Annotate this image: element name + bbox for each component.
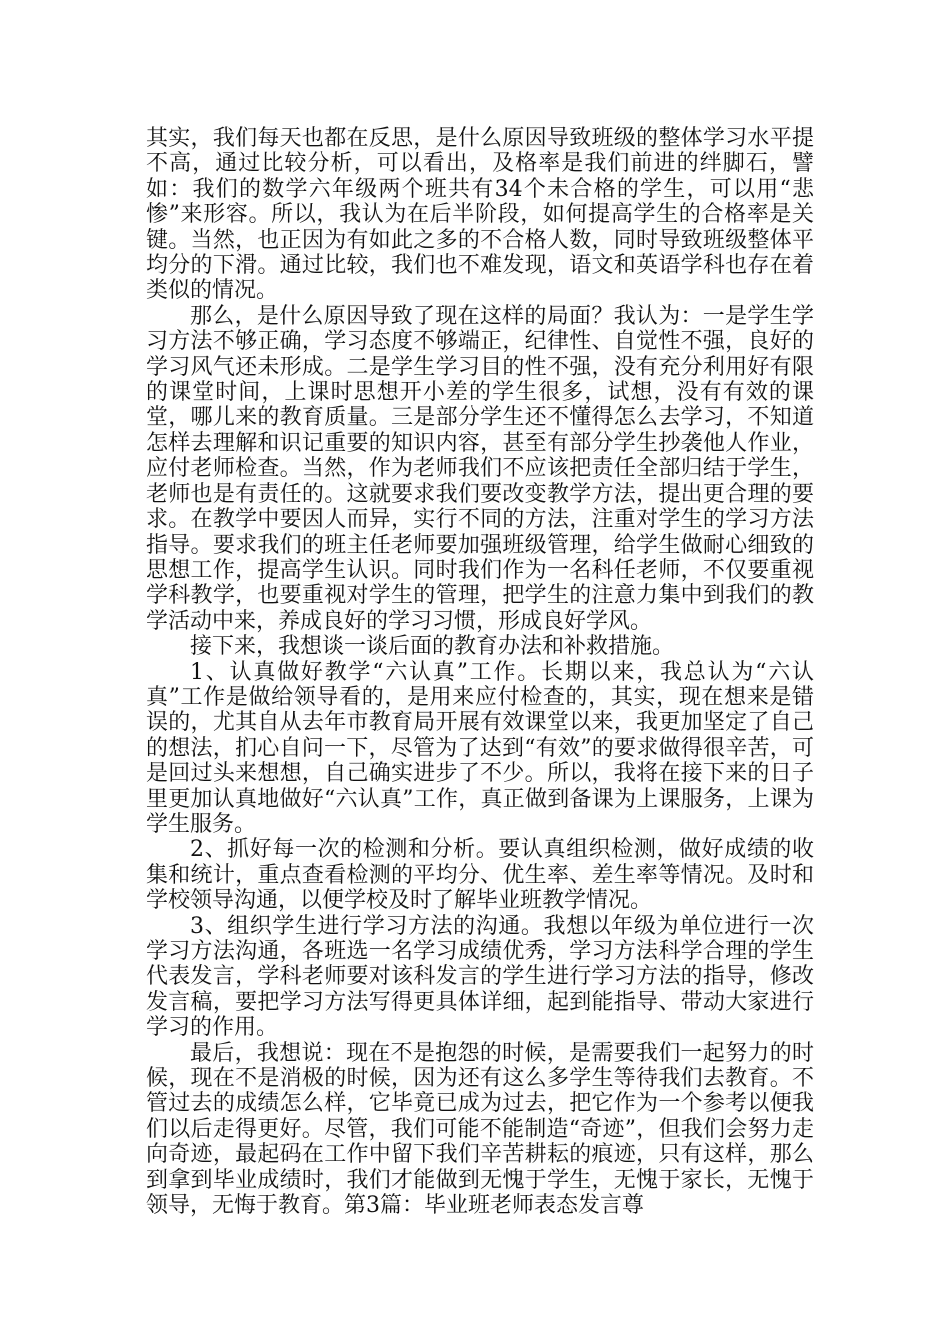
- paragraph-2: 那么，是什么原因导致了现在这样的局面？我认为：一是学生学习方法不够正确，学习态度不够端正，纪律性、自觉性不强，良好的学习风气还未形成。二是学生学习目的性不强，没有充分利用好有限的课堂时间，上课时思想开小差的学生很多，试想，没有有效的课堂，哪儿来的教育质量。三是部分学生还不懂得怎么去学习，不知道怎样去理解和识记重要的知识内容，甚至有部分学生抄袭他人作业，应付老师检查。当然，作为老师我们不应该把责任全部归结于学生，老师也是有责任的。这就要求我们要改变教学方法，提出更合理的要求。在教学中要因人而异，实行不同的方法，注重对学生的学习方法指导。要求我们的班主任老师要加强班级管理，给学生做耐心细致的思想工作，提高学生认识。同时我们作为一名科任老师，不仅要重视学科教学，也要重视对学生的管理，把学生的注意力集中到我们的教学活动中来，养成良好的学习习惯，形成良好学风。: [146, 303, 814, 634]
- paragraph-5: 2、抓好每一次的检测和分析。要认真组织检测，做好成绩的收集和统计，重点查看检测的平均分、优生率、差生率等情况。及时和学校领导沟通，以便学校及时了解毕业班教学情况。: [146, 837, 814, 914]
- paragraph-7: 最后，我想说：现在不是抱怨的时候，是需要我们一起努力的时候，现在不是消极的时候，因为还有这么多学生等待我们去教育。不管过去的成绩怎么样，它毕竟已成为过去，把它作为一个参考以便我们以后走得更好。尽管，我们可能不能制造“奇迹”，但我们会努力走向奇迹，最起码在工作中留下我们辛苦耕耘的痕迹，只有这样，那么到拿到毕业成绩时，我们才能做到无愧于学生，无愧于家长，无愧于领导，无悔于教育。第3篇：毕业班老师表态发言尊: [146, 1040, 814, 1219]
- paragraph-1: 其实，我们每天也都在反思，是什么原因导致班级的整体学习水平提不高，通过比较分析，可以看出，及格率是我们前进的绊脚石，譬如：我们的数学六年级两个班共有34个未合格的学生，可以用“悲惨”来形容。所以，我认为在后半阶段，如何提高学生的合格率是关键。当然，也正因为有如此之多的不合格人数，同时导致班级整体平均分的下滑。通过比较，我们也不难发现，语文和英语学科也存在着类似的情况。: [146, 126, 814, 304]
- paragraph-4: 1、认真做好教学“六认真”工作。长期以来，我总认为“六认真”工作是做给领导看的，是用来应付检查的，其实，现在想来是错误的，尤其自从去年市教育局开展有效课堂以来，我更加坚定了自己的想法，扪心自问一下，尽管为了达到“有效”的要求做得很辛苦，可是回过头来想想，自己确实进步了不少。所以，我将在接下来的日子里更加认真地做好“六认真”工作，真正做到备课为上课服务，上课为学生服务。: [146, 659, 814, 837]
- paragraph-3: 接下来，我想谈一谈后面的教育办法和补救措施。: [190, 634, 675, 660]
- document-body: [146, 126, 814, 1218]
- paragraph-6: 3、组织学生进行学习方法的沟通。我想以年级为单位进行一次学习方法沟通，各班选一名学习成绩优秀，学习方法科学合理的学生代表发言，学科老师要对该科发言的学生进行学习方法的指导，修改发言稿，要把学习方法写得更具体详细，起到能指导、带动大家进行学习的作用。: [146, 913, 814, 1041]
